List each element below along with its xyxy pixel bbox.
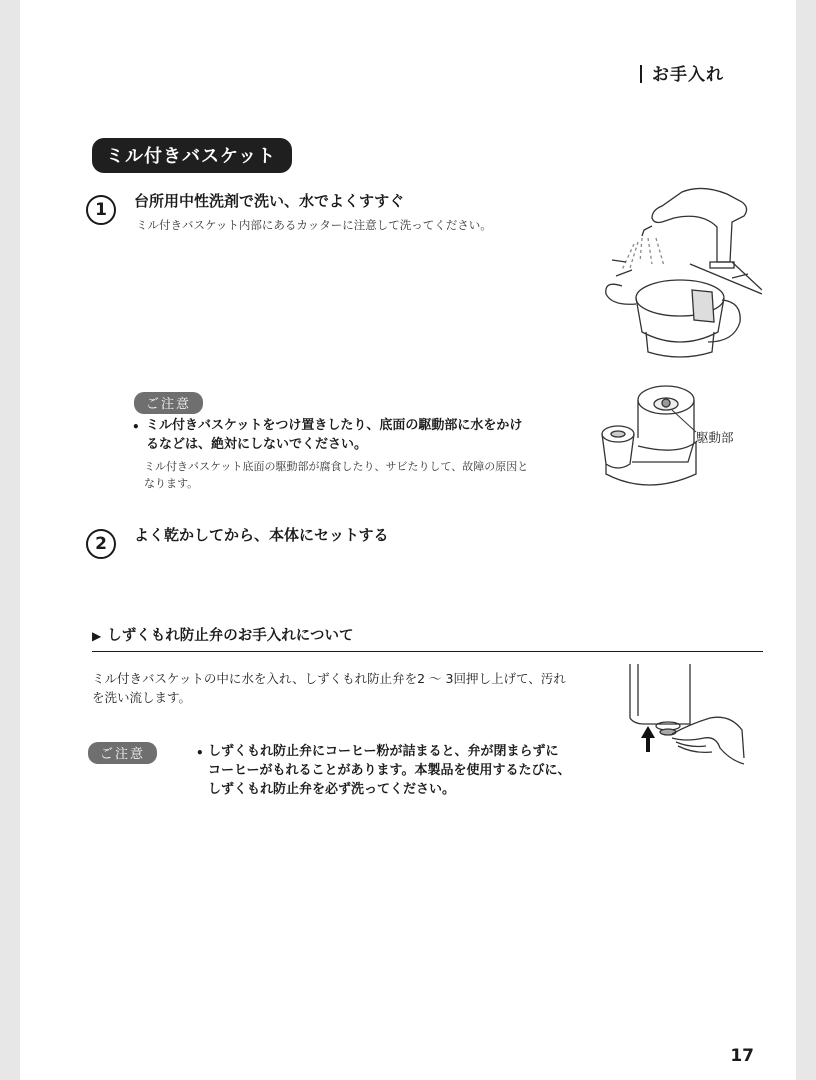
step-1-number: 1 [86, 195, 116, 225]
caution-badge: ご注意 [134, 392, 203, 414]
heading-divider [92, 651, 763, 652]
caution-subtext-line-2: なります。 [144, 477, 199, 490]
header-divider [640, 65, 642, 83]
drip-valve-body-line-1: ミル付きバスケットの中に水を入れ、しずくもれ防止弁を2 ～ 3回押し上げて、汚れ [92, 671, 566, 686]
caution-subtext-line-1: ミル付きバスケット底面の駆動部が腐食したり、サビたりして、故障の原因と [144, 460, 529, 473]
drip-valve-caution-line-2: コーヒーがもれることがあります。本製品を使用するたびに、 [208, 763, 571, 778]
drip-valve-body-line-2: を洗い流します。 [92, 690, 192, 705]
drip-valve-caution-badge: ご注意 [88, 742, 157, 764]
section-title: ミル付きバスケット [92, 138, 292, 173]
caution-text-line-1: ミル付きバスケットをつけ置きしたり、底面の駆動部に水をかけ [146, 418, 523, 433]
caution-text [146, 416, 566, 454]
caution-subtext [144, 458, 574, 492]
page-number: 17 [730, 1046, 754, 1066]
section-header-label: お手入れ [652, 65, 724, 85]
drip-valve-heading [92, 624, 353, 645]
drip-valve-caution-line-3: しずくもれ防止弁を必ず洗ってください。 [208, 782, 456, 797]
caution-text-line-2: るなどは、絶対にしないでください。 [146, 437, 368, 452]
drip-valve-caution-line-1: しずくもれ防止弁にコーヒー粉が詰まると、弁が閉まらずに [208, 744, 559, 759]
step-1-title: 台所用中性洗剤で洗い、水でよくすすぐ [134, 192, 405, 210]
step-2-title: よく乾かしてから、本体にセットする [134, 526, 389, 544]
drip-valve-heading-text: しずくもれ防止弁のお手入れについて [107, 628, 354, 644]
caution-bullet: • [132, 420, 140, 434]
drip-valve-caution-bullet: • [196, 746, 204, 760]
washing-illustration [582, 182, 762, 367]
section-header [640, 60, 724, 85]
document-page [20, 0, 796, 1080]
step-1-description: ミル付きバスケット内部にあるカッターに注意して洗ってください。 [136, 218, 492, 232]
drip-valve-caution-text [208, 742, 628, 799]
drip-valve-illustration [620, 660, 750, 770]
step-2-number: 2 [86, 529, 116, 559]
drive-part-label: 駆動部 [696, 430, 734, 445]
page-margin-left [0, 0, 20, 1080]
triangle-marker-icon: ▶ [92, 629, 102, 643]
page-margin-right [796, 0, 816, 1080]
drip-valve-body [92, 669, 632, 707]
drive-part-illustration [588, 378, 708, 498]
